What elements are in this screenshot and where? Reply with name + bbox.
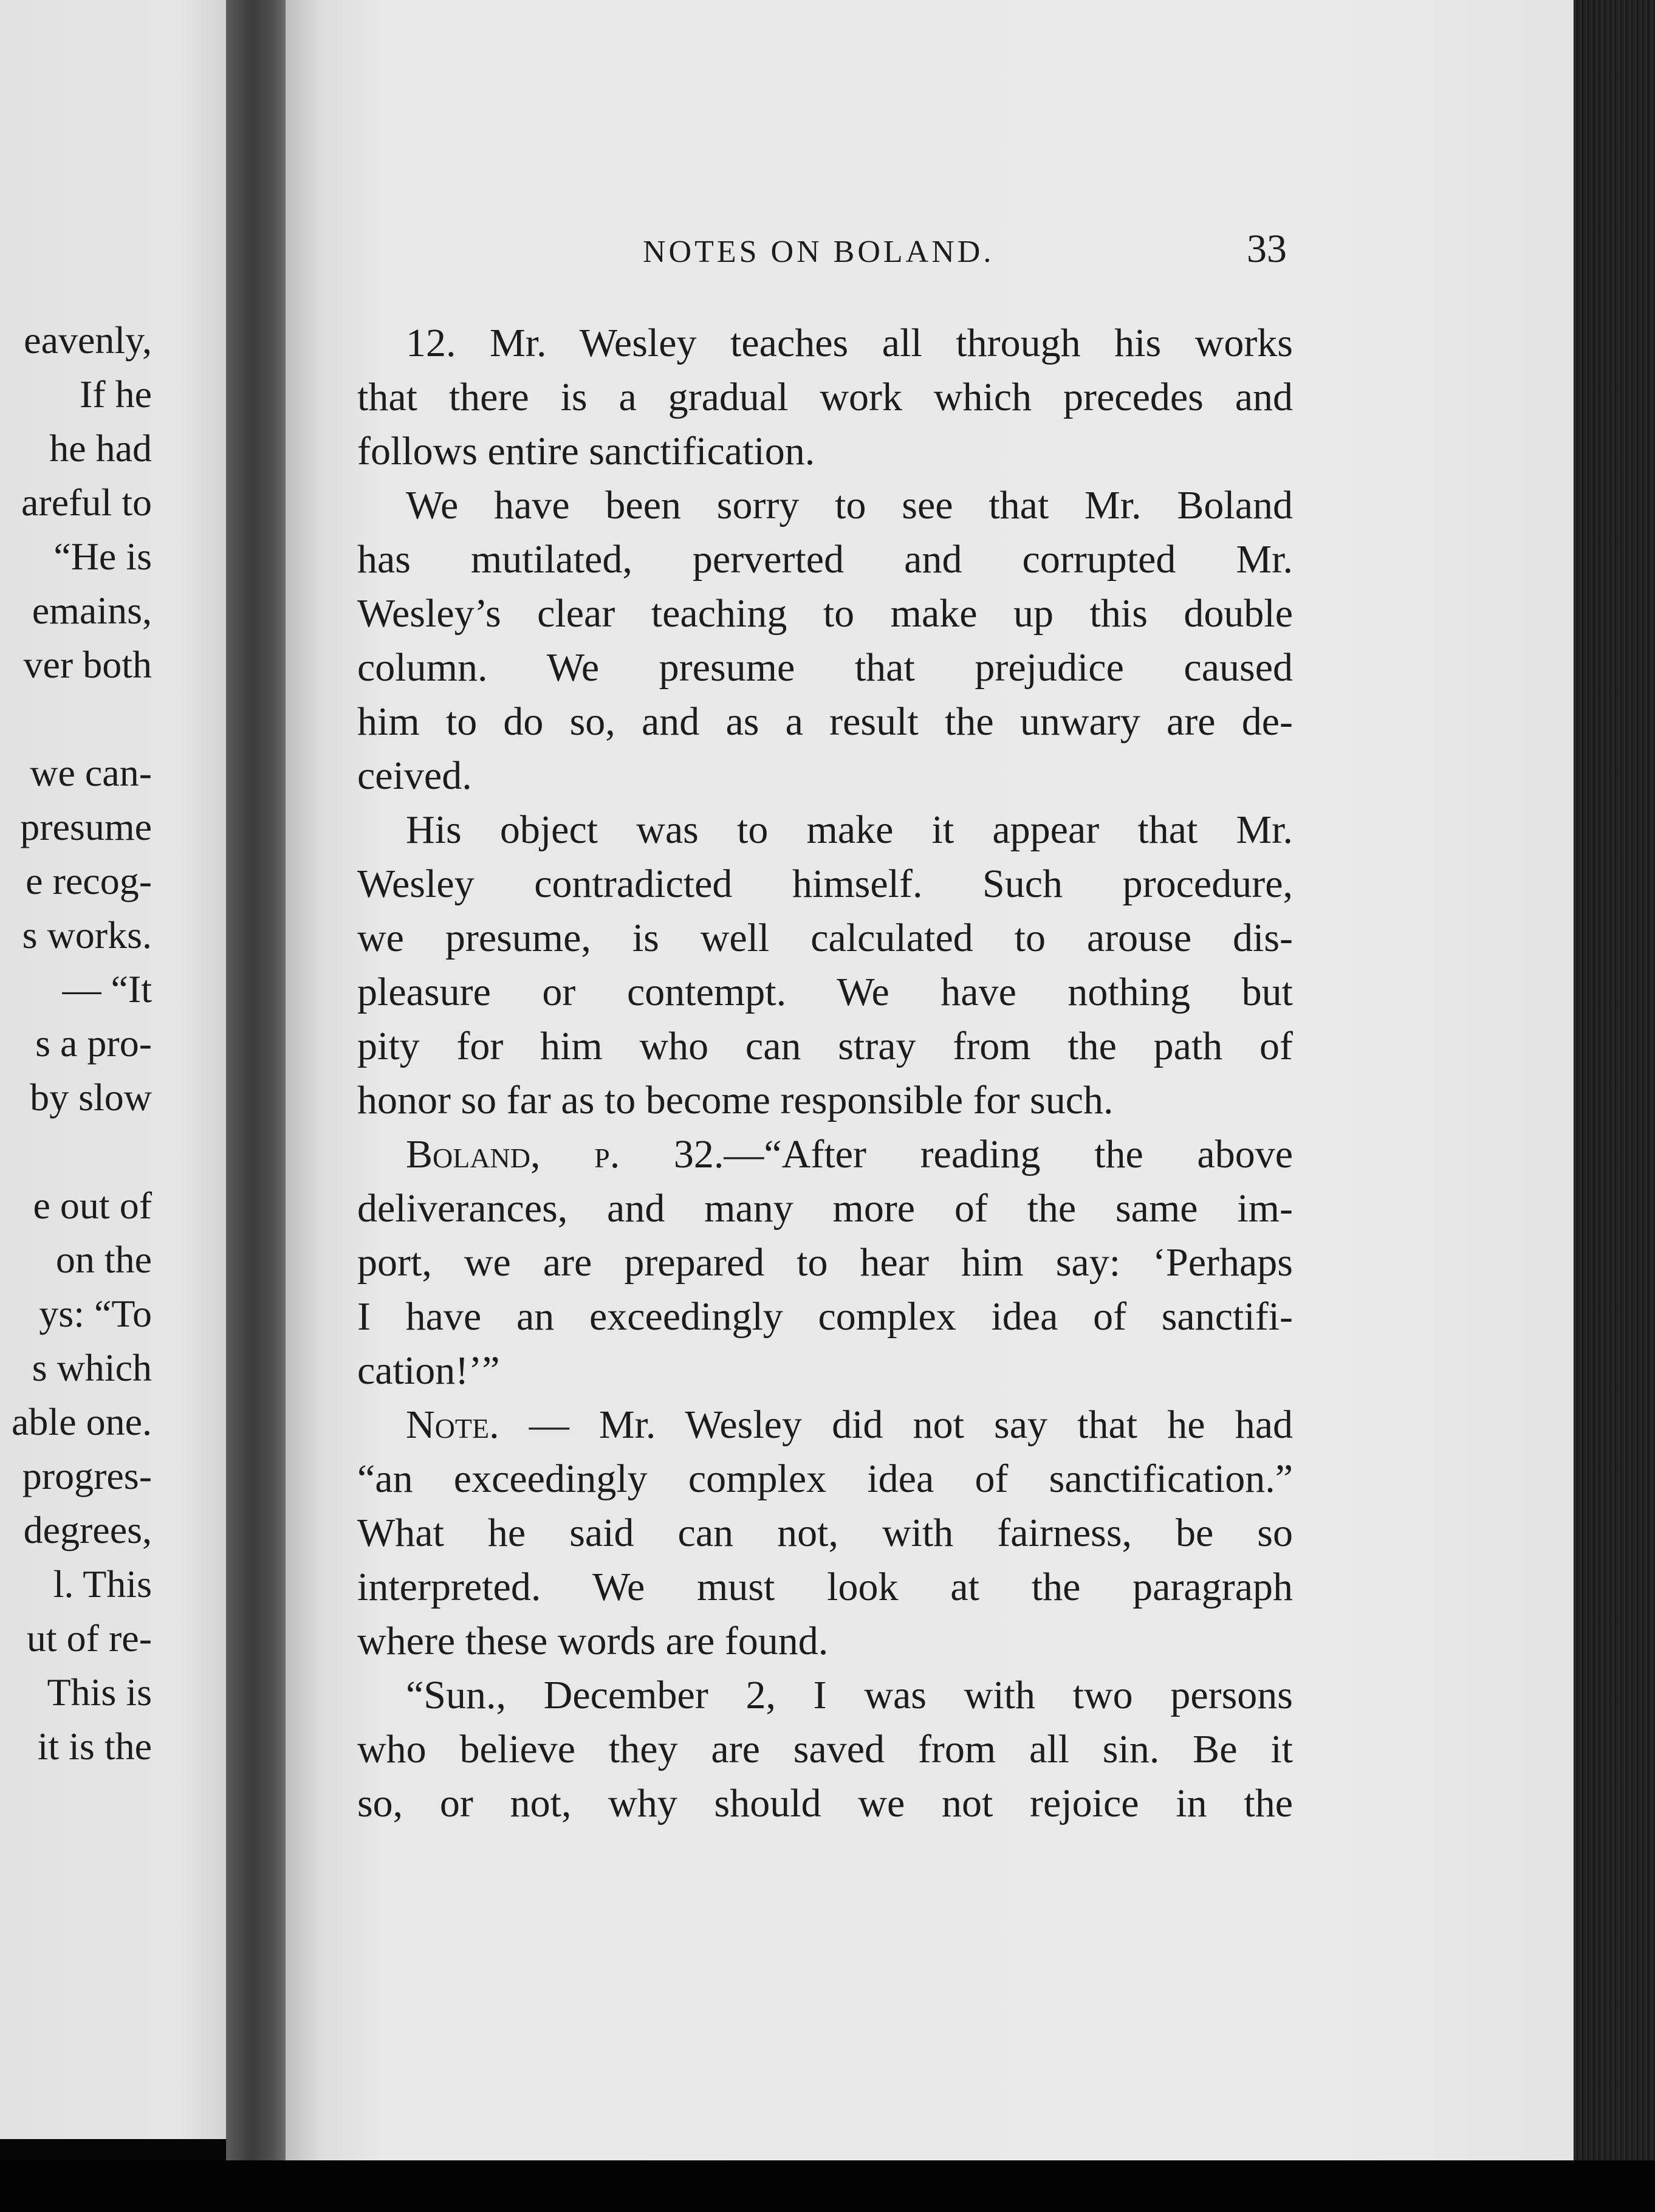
body-line: Wesley contradicted himself. Such procedure, (357, 862, 1293, 906)
facing-page-line: ut of re- (26, 1616, 152, 1660)
body-line: we presume, is well calculated to arouse dis- (357, 916, 1293, 960)
facing-page-line: e recog- (26, 859, 152, 902)
running-title: NOTES ON BOLAND. (643, 235, 995, 269)
body-line: him to do so, and as a result the unwary are de- (357, 699, 1293, 744)
body-line: interpreted. We must look at the paragraph (357, 1565, 1293, 1609)
body-line: 12. Mr. Wesley teaches all through his works (406, 321, 1293, 365)
facing-page-line: it is the (37, 1725, 152, 1768)
body-line: where these words are found. (357, 1619, 829, 1663)
body-line: We have been sorry to see that Mr. Boland (406, 483, 1293, 527)
body-line: Boland, p. 32.—“After reading the above (406, 1132, 1293, 1176)
body-line: cation!’” (357, 1348, 500, 1393)
body-line: “Sun., December 2, I was with two persons (406, 1673, 1293, 1717)
facing-page-line: by slow (30, 1076, 152, 1119)
facing-page-line: able one. (12, 1400, 152, 1443)
facing-page-line: on the (55, 1238, 152, 1281)
facing-page-line: s which (32, 1346, 152, 1389)
body-line: deliverances, and many more of the same im- (357, 1186, 1293, 1231)
facing-page-line: ys: “To (39, 1292, 152, 1335)
facing-page-line: emains, (32, 589, 152, 632)
facing-page-line: — “It (62, 967, 152, 1011)
facing-page-line: eavenly, (24, 318, 152, 362)
body-line: Wesley’s clear teaching to make up this double (357, 591, 1293, 636)
body-line: follows entire sanctification. (357, 429, 815, 473)
body-line: column. We presume that prejudice caused (357, 645, 1293, 690)
facing-page-line: presume (20, 805, 152, 848)
body-line: honor so far as to become responsible for such. (357, 1078, 1114, 1122)
body-line: What he said can not, with fairness, be so (357, 1511, 1293, 1555)
facing-page (0, 0, 255, 2139)
facing-page-line: l. This (53, 1562, 152, 1606)
body-line: who believe they are saved from all sin. Be it (357, 1727, 1293, 1771)
facing-page-line: progres- (22, 1454, 152, 1497)
scan-border (0, 2160, 1655, 2212)
body-line: has mutilated, perverted and corrupted Mr. (357, 537, 1293, 582)
body-line: so, or not, why should we not rejoice in the (357, 1781, 1293, 1826)
facing-page-line: he had (49, 427, 152, 470)
facing-page-line: This is (47, 1671, 152, 1714)
body-line: that there is a gradual work which precedes and (357, 375, 1293, 419)
facing-page-line: s works. (22, 913, 152, 957)
body-line: “an exceedingly complex idea of sanctification.” (357, 1457, 1293, 1501)
facing-page-line: If he (79, 373, 152, 416)
facing-page-line: areful to (21, 481, 152, 524)
page-number: 33 (1247, 227, 1287, 271)
body-line: port, we are prepared to hear him say: ‘Perhaps (357, 1240, 1293, 1285)
facing-page-line: “He is (53, 535, 152, 578)
facing-page-text (0, 0, 255, 2139)
page-body (357, 316, 1293, 1830)
body-line: I have an exceedingly complex idea of sanctifi- (357, 1294, 1293, 1339)
facing-page-line: s a pro- (35, 1022, 152, 1065)
facing-page-line: e out of (33, 1184, 152, 1227)
body-line: ceived. (357, 754, 472, 798)
facing-page-line: ver both (23, 643, 152, 686)
body-line: Note. — Mr. Wesley did not say that he had (406, 1403, 1293, 1447)
facing-page-line: we can- (30, 751, 152, 794)
page-edges (1574, 0, 1655, 2212)
facing-page-line: degrees, (23, 1508, 152, 1551)
body-line: pleasure or contempt. We have nothing but (357, 970, 1293, 1014)
body-line: pity for him who can stray from the path of (357, 1024, 1293, 1068)
body-line: His object was to make it appear that Mr. (406, 808, 1293, 852)
